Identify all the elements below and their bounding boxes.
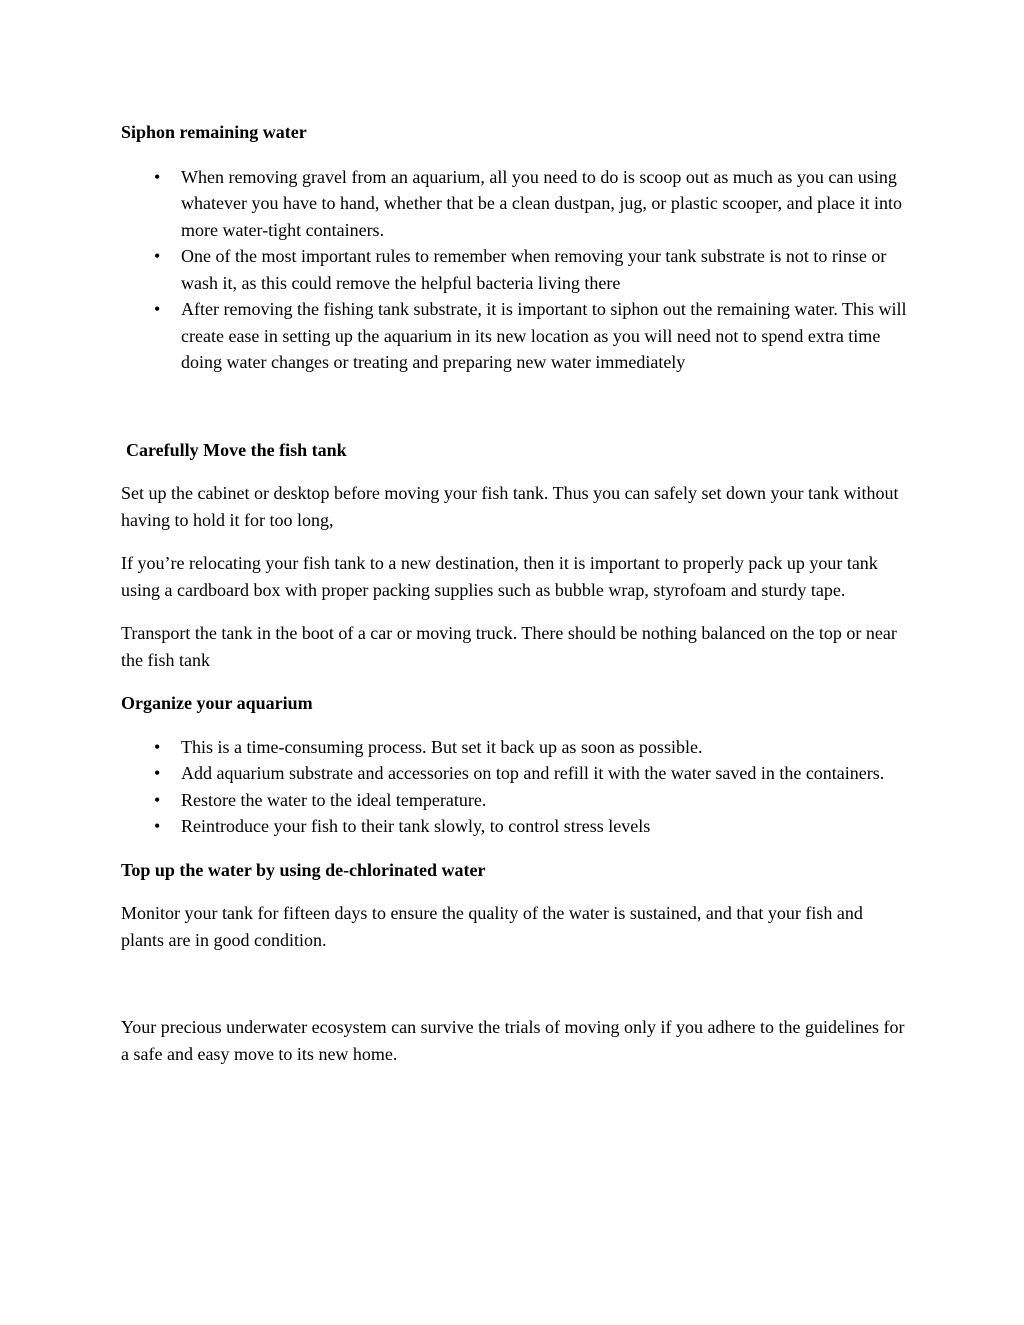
- paragraph: Monitor your tank for fifteen days to ensure the quality of the water is sustained, and that your fish and plants are in good condition.: [121, 903, 863, 950]
- bullet-icon: •: [154, 816, 161, 836]
- organize-bullet-list: [121, 734, 907, 840]
- closing-paragraph: Your precious underwater ecosystem can survive the trials of moving only if you adhere to the guidelines for a safe and easy move to its new home.: [121, 1017, 905, 1064]
- list-item-text: Add aquarium substrate and accessories on top and refill it with the water saved in the containers.: [181, 763, 885, 783]
- siphon-bullet-list: [121, 164, 907, 376]
- heading-top-up-water: Top up the water by using de-chlorinated water: [121, 859, 486, 880]
- bullet-icon: •: [154, 299, 161, 319]
- list-item: [154, 243, 907, 296]
- heading-siphon-remaining-water: Siphon remaining water: [121, 122, 307, 142]
- list-item: [154, 813, 907, 840]
- list-item: [154, 296, 907, 376]
- list-item: [154, 787, 907, 814]
- heading-carefully-move: Carefully Move the fish tank: [126, 439, 347, 460]
- list-item-text: Reintroduce your fish to their tank slowly, to control stress levels: [181, 816, 651, 836]
- document-page: [121, 116, 907, 1067]
- bullet-icon: •: [154, 246, 161, 266]
- paragraph: If you’re relocating your fish tank to a new destination, then it is important to properly pack up your tank using a cardboard box with proper packing supplies such as bubble wrap, styrofoam and sturdy tape.: [121, 553, 878, 600]
- list-item: [154, 760, 907, 787]
- list-item: [154, 734, 907, 761]
- list-item: [154, 164, 907, 244]
- bullet-icon: •: [154, 763, 161, 783]
- bullet-icon: •: [154, 789, 161, 810]
- list-item-text: When removing gravel from an aquarium, all you need to do is scoop out as much as you can using whatever you have to hand, whether that be a clean dustpan, jug, or plastic scooper, and place it into more water-tight containers.: [181, 166, 903, 240]
- bullet-icon: •: [154, 736, 161, 757]
- list-item-text: After removing the fishing tank substrate, it is important to siphon out the remaining water. This will create ease in setting up the aquarium in its new location as you will need not to spend extra time doing water changes or treating and preparing new water immediately: [181, 299, 907, 372]
- list-item-text: One of the most important rules to remember when removing your tank substrate is not to rinse or wash it, as this could remove the helpful bacteria living there: [181, 246, 887, 293]
- paragraph: Transport the tank in the boot of a car or moving truck. There should be nothing balanced on the top or near the fish tank: [121, 623, 897, 670]
- paragraph: Set up the cabinet or desktop before moving your fish tank. Thus you can safely set down your tank without having to hold it for too long,: [121, 483, 899, 530]
- list-item-text: This is a time-consuming process. But set it back up as soon as possible.: [181, 736, 703, 757]
- heading-organize-aquarium: Organize your aquarium: [121, 693, 313, 713]
- bullet-icon: •: [154, 166, 161, 187]
- list-item-text: Restore the water to the ideal temperature.: [181, 789, 487, 810]
